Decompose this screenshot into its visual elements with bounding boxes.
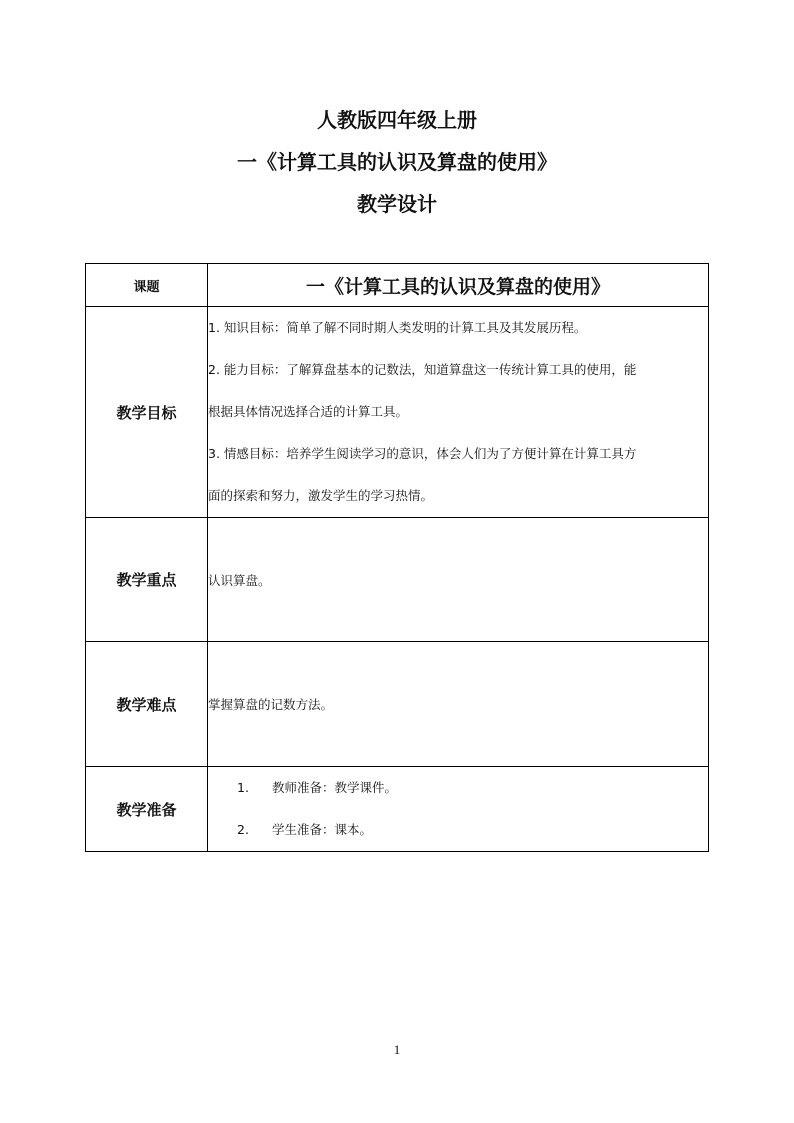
objectives-content xyxy=(208,307,709,518)
key-point-label: 教学重点 xyxy=(86,518,208,642)
objective-line: 1. 知识目标：简单了解不同时期人类发明的计算工具及其发展历程。 xyxy=(208,320,587,335)
objectives-label: 教学目标 xyxy=(86,307,208,518)
page-number: 1 xyxy=(393,1042,401,1057)
table-row-difficulty xyxy=(86,642,709,767)
document-title-type: 教学设计 xyxy=(357,192,437,216)
objective-line: 面的探索和努力，激发学生的学习热情。 xyxy=(208,488,434,503)
objective-line: 根据具体情况选择合适的计算工具。 xyxy=(208,404,409,419)
preparation-item xyxy=(208,767,708,809)
document-title-grade: 人教版四年级上册 xyxy=(317,108,477,132)
difficulty-label: 教学难点 xyxy=(86,642,208,767)
preparation-item-text: 教师准备：教学课件。 xyxy=(272,780,398,795)
topic-value: 一《计算工具的认识及算盘的使用》 xyxy=(208,264,709,307)
preparation-item xyxy=(208,809,708,851)
preparation-item-number: 2. xyxy=(237,822,249,837)
difficulty-value: 掌握算盘的记数方法。 xyxy=(208,642,709,767)
table-row-preparation xyxy=(86,767,709,852)
preparation-item-number: 1. xyxy=(237,780,249,795)
lesson-plan-table xyxy=(85,263,709,852)
key-point-value: 认识算盘。 xyxy=(208,518,709,642)
preparation-content xyxy=(208,767,709,852)
preparation-label: 教学准备 xyxy=(86,767,208,852)
preparation-item-text: 学生准备：课本。 xyxy=(272,822,373,837)
table-row-objectives xyxy=(86,307,709,518)
table-row-key-point xyxy=(86,518,709,642)
topic-label: 课题 xyxy=(86,264,208,307)
objective-line: 3. 情感目标：培养学生阅读学习的意识，体会人们为了方便计算在计算工具方 xyxy=(208,446,637,461)
document-title-lesson: 一《计算工具的认识及算盘的使用》 xyxy=(237,150,557,174)
table-row-topic xyxy=(86,264,709,307)
objective-line: 2. 能力目标：了解算盘基本的记数法，知道算盘这一传统计算工具的使用，能 xyxy=(208,362,637,377)
